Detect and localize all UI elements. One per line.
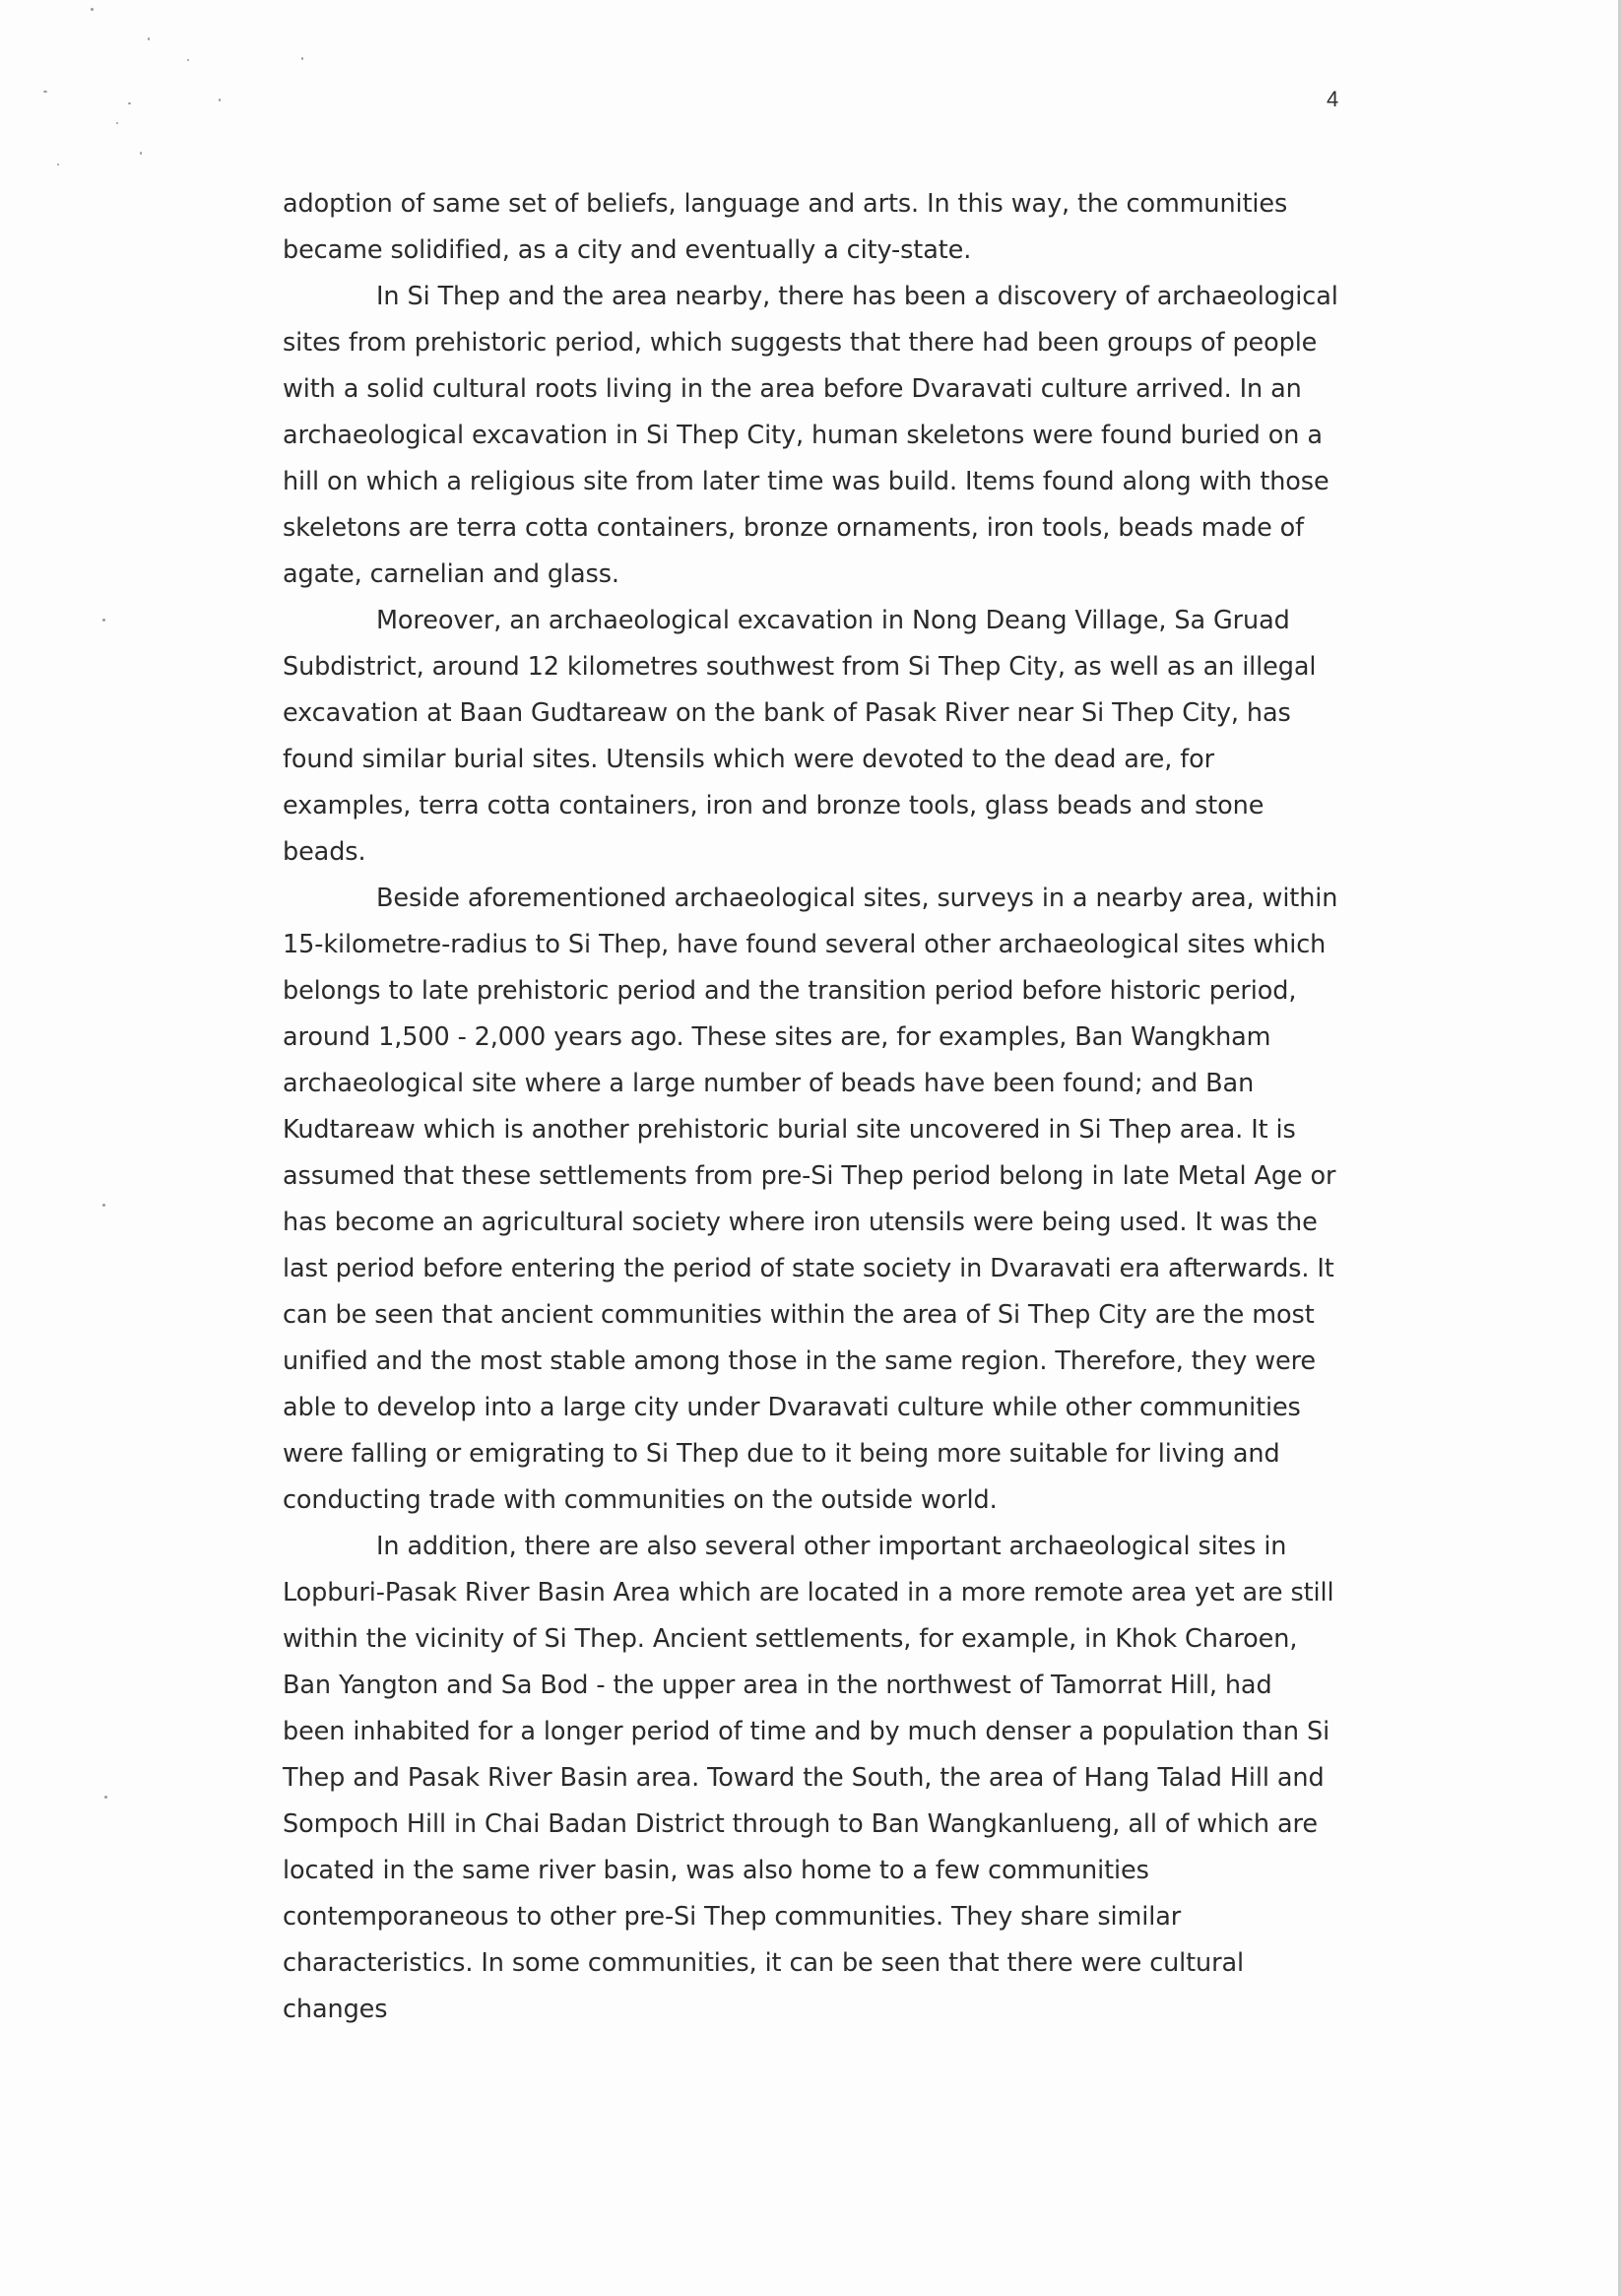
paragraph-4: Beside aforementioned archaeological sites, surveys in a nearby area, within 15-kilometre-radius to Si Thep, have found several other archaeological sites which belongs to late prehistoric period and the transition period before historic period, around 1,500 - 2,000 years ago. These sites are, for examples, Ban Wangkham archaeological site where a large number of beads have been found; and Ban Kudtareaw which is another prehistoric burial site uncovered in Si Thep area. It is assumed that these settlements from pre-Si Thep period belong in late Metal Age or has become an agricultural society where iron utensils were being used. It was the last period before entering the period of state society in Dvaravati era afterwards. It can be seen that ancient communities within the area of Si Thep City are the most unified and the most stable among those in the same region. Therefore, they were able to develop into a large city under Dvaravati culture while other communities were falling or emigrating to Si Thep due to it being more suitable for living and conducting trade with communities on the outside world. — [283, 884, 1338, 1515]
scan-speck — [148, 37, 150, 40]
scan-speck — [102, 619, 105, 622]
scan-speck — [128, 102, 131, 104]
paragraph-2: In Si Thep and the area nearby, there has been a discovery of archaeological sites from prehistoric period, which suggests that there had been groups of people with a solid cultural roots living in the area before Dvaravati culture arrived. In an archaeological excavation in Si Thep City, human skeletons were found buried on a hill on which a religious site from later time was build. Items found along with those skeletons are terra cotta containers, bronze ornaments, iron tools, beads made of agate, carnelian and glass. — [283, 282, 1338, 589]
body-text — [283, 181, 1341, 2033]
scan-speck — [187, 59, 189, 61]
scan-speck — [116, 122, 118, 124]
scan-speck — [301, 57, 303, 60]
scan-speck — [43, 91, 47, 93]
scan-speck — [102, 1204, 105, 1207]
scan-speck — [219, 98, 221, 101]
page-number: 4 — [1327, 87, 1339, 111]
paragraph-5: In addition, there are also several other important archaeological sites in Lopburi-Pasak River Basin Area which are located in a more remote area yet are still within the vicinity of Si Thep. Ancient settlements, for example, in Khok Charoen, Ban Yangton and Sa Bod - the upper area in the northwest of Tamorrat Hill, had been inhabited for a longer period of time and by much denser a population than Si Thep and Pasak River Basin area. Toward the South, the area of Hang Talad Hill and Sompoch Hill in Chai Badan District through to Ban Wangkanlueng, all of which are located in the same river basin, was also home to a few communities contemporaneous to other pre-Si Thep communities. They share similar characteristics. In some communities, it can be seen that there were cultural changes — [283, 1532, 1334, 2024]
scan-speck — [57, 164, 59, 165]
scan-speck — [140, 152, 142, 155]
scan-speck — [91, 8, 94, 11]
scan-speck — [104, 1796, 107, 1799]
paragraph-1: adoption of same set of beliefs, language and arts. In this way, the communities became solidified, as a city and eventually a city-state. — [283, 189, 1288, 265]
paragraph-3: Moreover, an archaeological excavation in Nong Deang Village, Sa Gruad Subdistrict, around 12 kilometres southwest from Si Thep City, as well as an illegal excavation at Baan Gudtareaw on the bank of Pasak River near Si Thep City, has found similar burial sites. Utensils which were devoted to the dead are, for examples, terra cotta containers, iron and bronze tools, glass beads and stone beads. — [283, 606, 1317, 867]
